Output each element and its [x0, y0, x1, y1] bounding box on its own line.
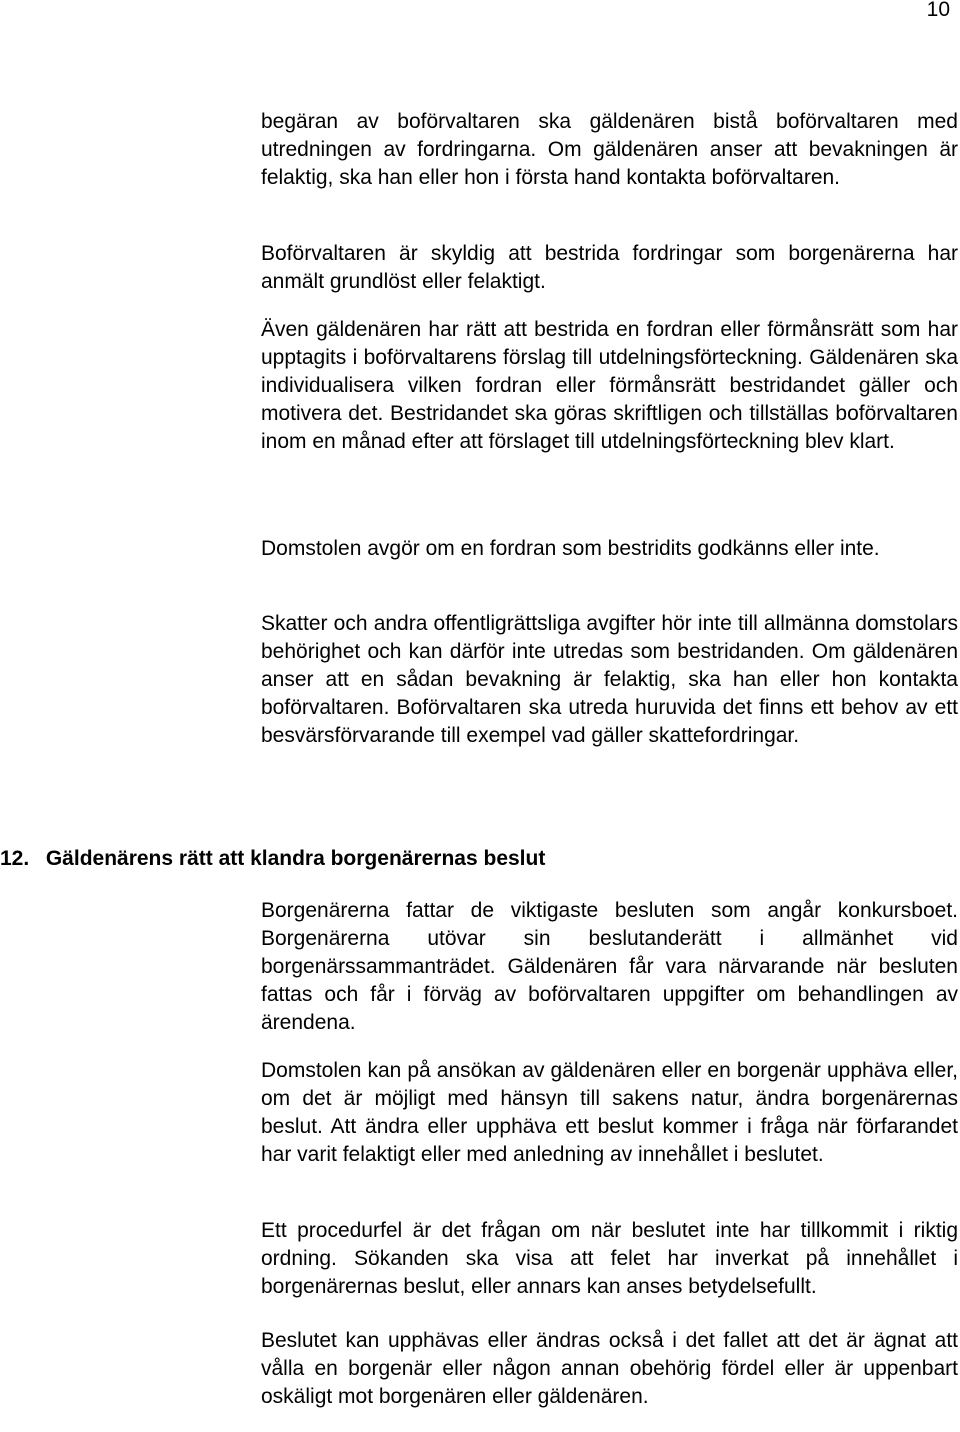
paragraph-galdenar-bestrida: Även gäldenären har rätt att bestrida en fordran eller förmånsrätt som har upptagits i boförvaltarens förslag till utdelningsförteckning. Gäldenären ska individualisera vilken fordran eller förmånsrätt bestridandet gäller och motivera det. Bestridandet ska göras skriftligen och tillställas boförvaltaren inom en månad efter att förslaget till utdelningsförteckning blev klart. — [261, 318, 958, 453]
paragraph-bistand: begäran av boförvaltaren ska gäldenären bistå boförvaltaren med utredningen av fordringarna. Om gäldenären anser att bevakningen är felaktig, ska han eller hon i första hand kontakta boförvaltaren. — [261, 110, 958, 189]
paragraph-borgenarer-beslut: Borgenärerna fattar de viktigaste besluten som angår konkursboet. Borgenärerna utövar sin beslutanderätt i allmänhet vid borgenärssammanträdet. Gäldenären får vara närvarande när besluten fattas och får i förväg av boförvaltaren uppgifter om behandlingen av ärendena. — [261, 899, 958, 1034]
paragraph-skatter: Skatter och andra offentligrättsliga avgifter hör inte till allmänna domstolars behörighet och kan därför inte utredas som bestridanden. Om gäldenären anser att en sådan bevakning är felaktig, ska han eller hon kontakta boförvaltaren. Boförvaltaren ska utreda huruvida det finns ett behov av ett besvärsförvarande till exempel vad gäller skattefordringar. — [261, 612, 958, 747]
paragraph-domstolen-avgor: Domstolen avgör om en fordran som bestridits godkänns eller inte. — [261, 537, 880, 560]
page-number: 10 — [926, 0, 950, 21]
section-heading — [0, 845, 545, 873]
paragraph-obehorig-fordel: Beslutet kan upphävas eller ändras också i det fallet att det är ägnat att vålla en borgenär eller någon annan obehörig fördel eller är uppenbart oskäligt mot borgenären eller gäldenären. — [261, 1329, 958, 1408]
paragraph-procedurfel: Ett procedurfel är det frågan om när beslutet inte har tillkommit i riktig ordning. Sökanden ska visa att felet har inverkat på innehållet i borgenärernas beslut, eller annars kan anses betydelsefullt. — [261, 1219, 958, 1298]
paragraph-domstolen-upphava: Domstolen kan på ansökan av gäldenären eller en borgenär upphäva eller, om det är möjligt med hänsyn till sakens natur, ändra borgenärernas beslut. Att ändra eller upphäva ett beslut kommer i fråga när förfarandet har varit felaktigt eller med anledning av innehållet i beslutet. — [261, 1059, 958, 1166]
paragraph-bestrida-skyldighet: Boförvaltaren är skyldig att bestrida fordringar som borgenärerna har anmält grundlöst eller felaktigt. — [261, 242, 958, 293]
section-title: Gäldenärens rätt att klandra borgenärernas beslut — [45, 847, 546, 870]
section-number: 12. — [0, 847, 30, 870]
